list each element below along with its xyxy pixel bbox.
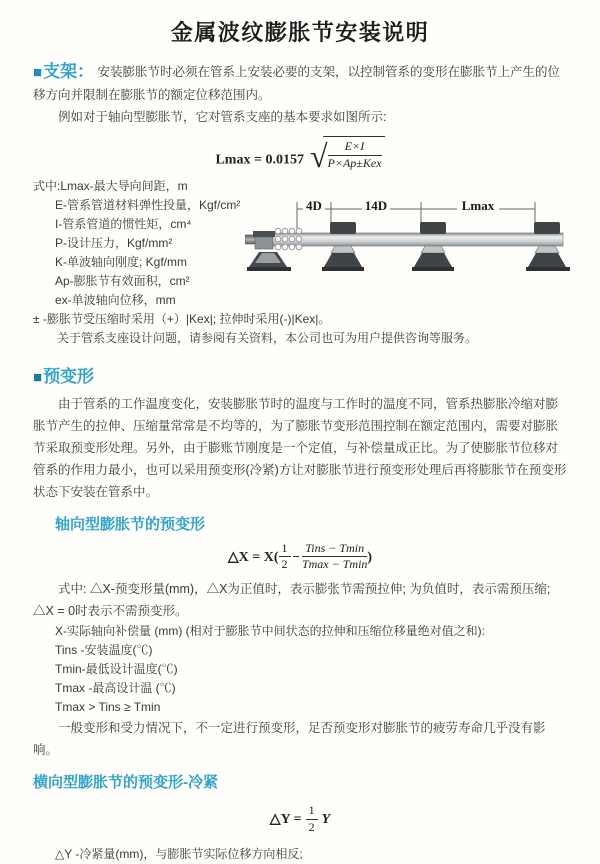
consulting-note: 关于管系支座设计问题，请参阅有关资料，本公司也可为用户提供咨询等服务。 [57,330,478,345]
radical-sign: √ $\frac{E\times I}{\text{P×Ap±Kex}}$ [310,136,385,171]
axial-formula-lhs: △X = X( [227,549,279,565]
axial-general-note: 一般变形和受力情况下，不一定进行预变形，足否预变形对膨胀节的疲劳寿命几乎没有影响。 [33,721,546,758]
variable-definition: 式中:Lmax-最大导向间距，m [33,178,188,193]
pipe-support-diagram [245,195,575,287]
lmax-formula-lhs: Lmax = 0.0157 [215,152,304,168]
diagram-container [245,195,575,292]
predeform-paragraph: 由于管系的工作温度变化，安装膨胀节时的温度与工作时的温度不同，管系热膨胀冷缩对膨胀节产生的拉伸、压缩量常常是不均等的，为了膨胀节变形范围控制在额定范围内，需要对膨胀节采取预变形处理。另外，由于膨账节刚度是一个定值，与补偿量成正比。为了使膨胀节位移对管系的作用力最小，也可以采用预变形(冷紧)方让对膨胀节进行预变形处理后再将膨胀节在预变形状态下安装在管系中。 [33,396,567,499]
temperature-fraction: $\frac{\text{Tins − Tmin}}{Tmax - Tmin}$ [301,540,368,572]
lmax-formula [33,136,567,174]
lateral-formula [33,804,567,835]
dimension-label-4d: 4D [306,197,322,213]
variable-definition: ex-单波轴向位移，mm [55,292,176,307]
predeform-heading-label: 预变形 [43,366,95,386]
lmax-formula-fraction [328,140,382,171]
dimension-label-lmax: Lmax [461,197,495,213]
section-square-icon: ■ [33,368,43,386]
pipe [259,233,563,246]
lateral-formula-rhs: Y [321,812,331,828]
guide-support [526,222,570,271]
support-example-text: 例如对于轴向型膨胀节，它对管系支座的基本要求如图所示: [58,110,387,124]
support-heading-label: 支架： [43,62,95,81]
variable-definition: P-设计压力，Kgf/mm² [55,235,173,250]
dimension-label-14d: 14D [364,197,388,213]
temp-definition: Tins -安装温度(℃) [55,643,153,658]
temp-definition: Tmin-最低设计温度(℃) [55,662,178,677]
variable-definition: I-管系管道的惯性矩，cm⁴ [55,216,192,231]
axial-formula [33,542,567,573]
axial-subheading: 轴向型膨胀节的预变形 [55,515,206,533]
support-section-heading [33,62,94,81]
variable-definition: Ap-膨胀节有效面积，cm² [55,273,190,288]
variable-definition: E-管系管道材料弹性投量，Kgf/cm² [55,197,241,212]
temp-inequality: Tmax > Tins ≥ Tmin [55,700,161,715]
variable-definition: K-单波轴向刚度; Kgf/mm [55,254,188,269]
lateral-subheading: 横向型膨胀节的预变形-冷紧 [33,774,218,792]
lateral-note: △Y -冷紧量(mm)，与膨胀节实际位移方向相反; [55,846,303,861]
temp-definition: Tmax -最高设计温 (℃) [55,681,176,696]
lmax-fraction-denominator: P×Ap±Kex [327,155,382,170]
axial-formula-close: ) [367,549,373,565]
plus-minus-note: ± -膨胀节受压缩时采用（+）|Kex|; 拉伸时采用(-)|Kex|。 [33,311,331,326]
lateral-formula-lhs: △Y = [269,812,302,828]
lmax-fraction-numerator: E×I [328,140,382,156]
page-title: 金属波纹膨胀节安装说明 [170,20,430,45]
support-intro-text: 安装膨胀节时必须在管系上安装必要的支架，以控制管系的变形在膨胀节上产生的位移方向并限制在膨胀节的额定位移范围内。 [33,65,561,102]
one-half-fraction: $\frac{1}{2}$ [306,804,318,835]
x-definition: X-实际轴向补偿量 (mm) (相对于膨胀节中间状态的拉伸和压缩位移量绝对值之和): [55,624,485,639]
variables-and-diagram-row [33,177,567,310]
one-half-fraction: $\frac{1}{2}$ [279,542,291,573]
support-intro-paragraph [33,61,567,106]
minus-operator: − [292,548,300,564]
guide-support [412,222,454,271]
guide-support [322,222,364,271]
axial-explain-text: 式中: △X-预变形量(mm)，△X为正值时，表示膨张节需预拉伸; 为负值时，表示需预压缩; △X = 0时表示不需预变形。 [33,582,551,619]
section-square-icon: ■ [33,64,43,81]
predeform-section-heading [33,362,567,387]
